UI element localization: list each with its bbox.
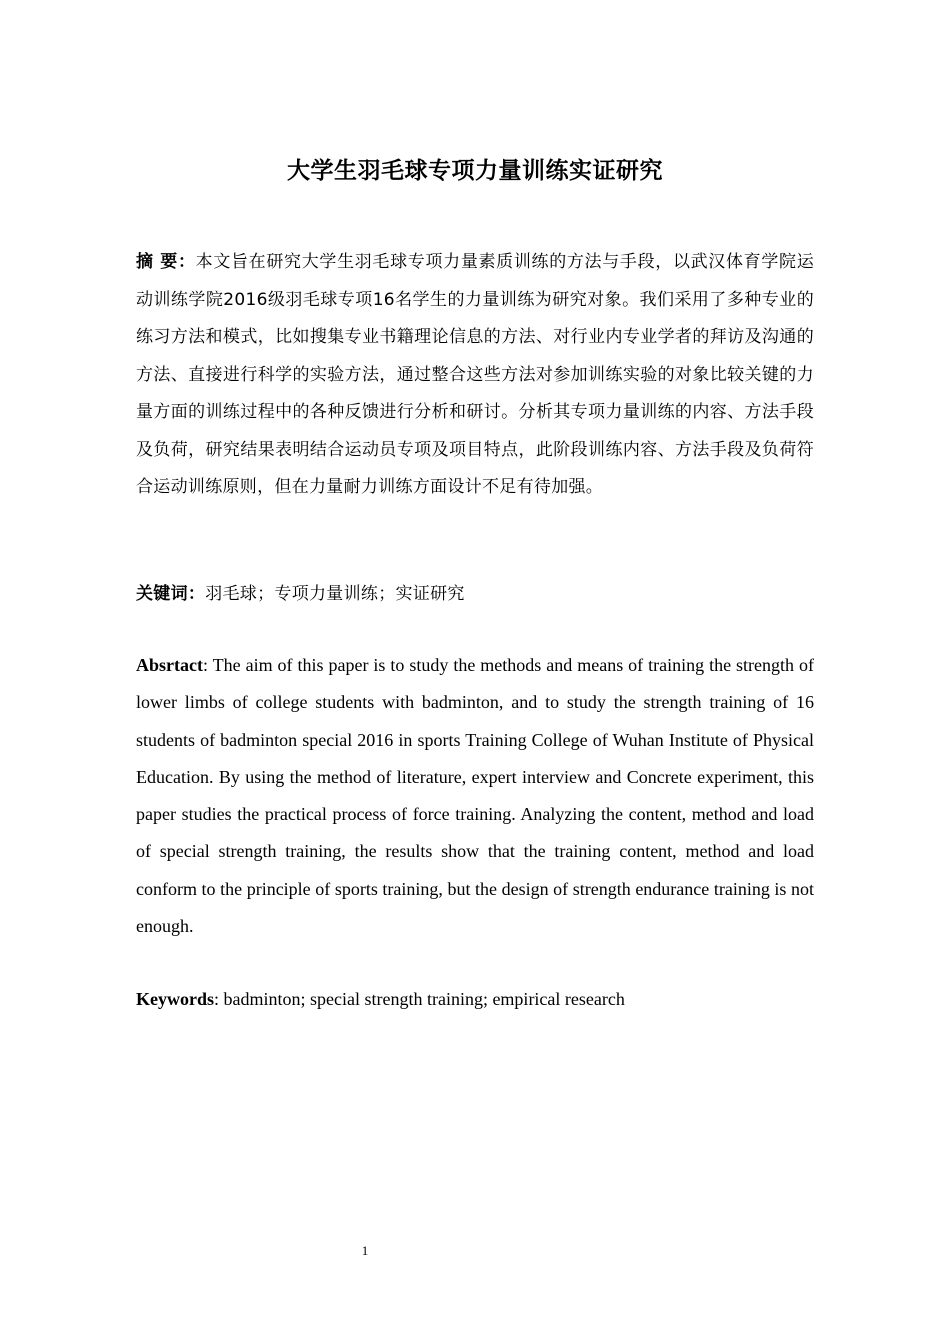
chinese-abstract bbox=[136, 244, 814, 507]
chinese-keywords-text: 羽毛球；专项力量训练；实证研究 bbox=[205, 584, 465, 604]
chinese-keywords bbox=[136, 576, 814, 614]
chinese-abstract-text: 本文旨在研究大学生羽毛球专项力量素质训练的方法与手段，以武汉体育学院运动训练学院2016级羽毛球专项16名学生的力量训练为研究对象。我们采用了多种专业的练习方法和模式，比如搜集专业书籍理论信息的方法、对行业内专业学者的拜访及沟通的方法、直接进行科学的实验方法，通过整合这些方法对参加训练实验的对象比较关键的力量方面的训练过程中的各种反馈进行分析和研讨。分析其专项力量训练的内容、方法手段及负荷，研究结果表明结合运动员专项及项目特点，此阶段训练内容、方法手段及负荷符合运动训练原则，但在力量耐力训练方面设计不足有待加强。 bbox=[136, 252, 815, 497]
paper-title: 大学生羽毛球专项力量训练实证研究 bbox=[287, 158, 663, 184]
english-keywords-text: : badminton; special strength training; empirical research bbox=[214, 989, 625, 1009]
chinese-keywords-label: 关键词： bbox=[136, 584, 206, 604]
english-keywords bbox=[136, 981, 814, 1018]
english-keywords-label: Keywords bbox=[136, 989, 214, 1009]
english-abstract bbox=[136, 647, 814, 945]
english-abstract-label: Absrtact bbox=[136, 655, 203, 675]
english-abstract-text: : The aim of this paper is to study the methods and means of training the strength of lower limbs of college students with badminton, and to study the strength training of 16 students of badminton special 2016 in sports Training College of Wuhan Institute of Physical Education. By using the method of literature, expert interview and Concrete experiment, this paper studies the practical process of force training. Analyzing the content, method and load of special strength training, the results show that the training content, method and load conform to the principle of sports training, but the design of strength endurance training is not enough. bbox=[136, 655, 814, 937]
page-number: 1 bbox=[361, 1243, 369, 1258]
chinese-abstract-label: 摘 要： bbox=[136, 252, 196, 272]
